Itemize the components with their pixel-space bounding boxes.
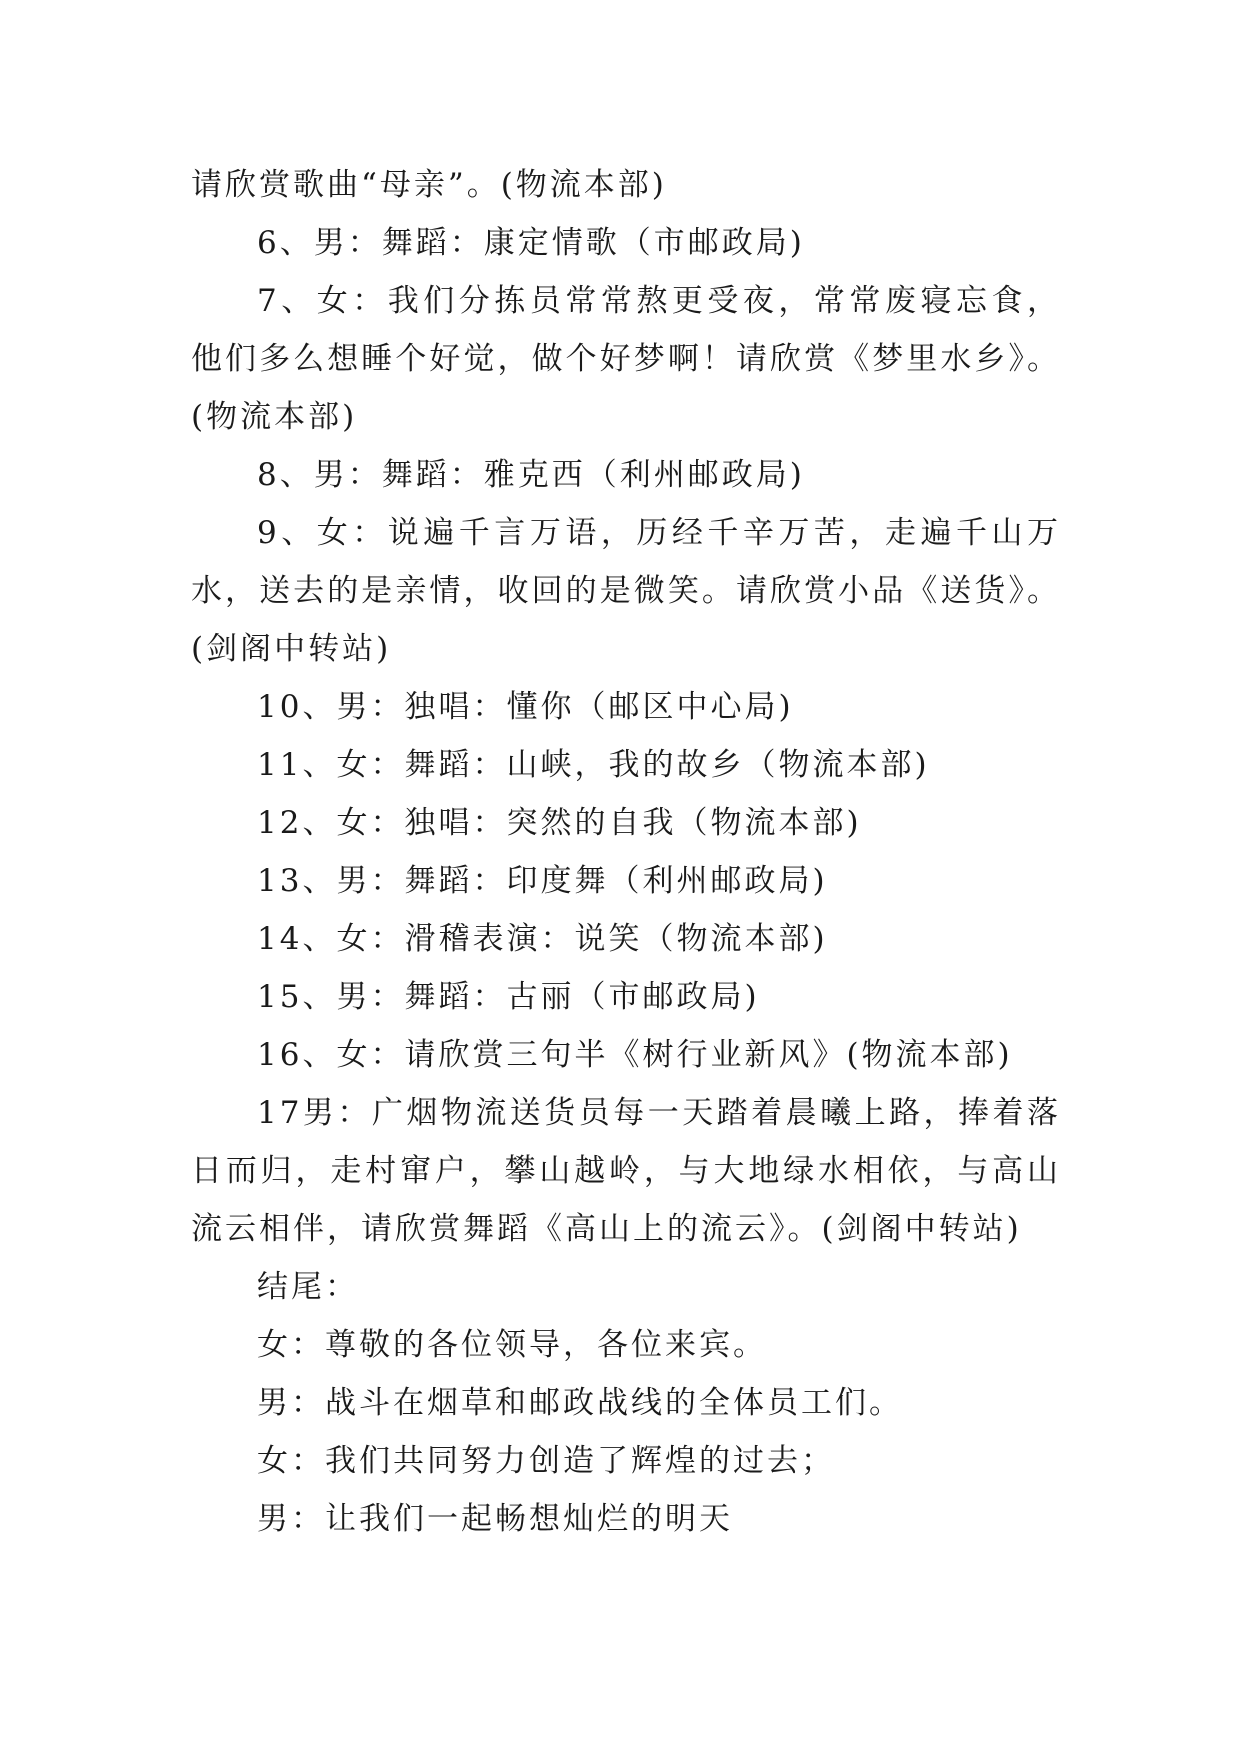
paragraph-continuation: 请欣赏歌曲“母亲”。(物流本部) xyxy=(191,167,667,203)
paragraph-item-14: 14、女：滑稽表演：说笑（物流本部) xyxy=(257,921,828,957)
closing-line-1: 女：尊敬的各位领导，各位来宾。 xyxy=(257,1327,767,1363)
paragraph-item-7: 7、女：我们分拣员常常熬更受夜，常常废寝忘食，他们多么想睡个好觉，做个好梦啊！请欣赏《梦里水乡》。(物流本部) xyxy=(191,283,1061,435)
paragraph-item-13: 13、男：舞蹈：印度舞（利州邮政局) xyxy=(257,863,828,899)
paragraph-item-12: 12、女：独唱：突然的自我（物流本部) xyxy=(257,805,862,841)
paragraph-item-8: 8、男：舞蹈：雅克西（利州邮政局) xyxy=(257,457,805,493)
closing-line-3: 女：我们共同努力创造了辉煌的过去； xyxy=(257,1443,835,1479)
paragraph-item-9: 9、女：说遍千言万语，历经千辛万苦，走遍千山万水，送去的是亲情，收回的是微笑。请欣赏小品《送货》。(剑阁中转站) xyxy=(191,515,1061,667)
closing-line-2: 男：战斗在烟草和邮政战线的全体员工们。 xyxy=(257,1385,903,1421)
paragraph-item-6: 6、男：舞蹈：康定情歌（市邮政局) xyxy=(257,225,805,261)
closing-heading: 结尾： xyxy=(257,1269,359,1305)
paragraph-item-11: 11、女：舞蹈：山峡，我的故乡（物流本部) xyxy=(257,747,930,783)
program-text xyxy=(191,156,1061,1548)
paragraph-item-16: 16、女：请欣赏三句半《树行业新风》(物流本部) xyxy=(257,1037,1013,1073)
closing-line-4: 男：让我们一起畅想灿烂的明天 xyxy=(257,1501,733,1537)
paragraph-item-17: 17男：广烟物流送货员每一天踏着晨曦上路，捧着落日而归，走村窜户，攀山越岭，与大地绿水相依，与高山流云相伴，请欣赏舞蹈《高山上的流云》。(剑阁中转站) xyxy=(191,1095,1061,1247)
paragraph-item-15: 15、男：舞蹈：古丽（市邮政局) xyxy=(257,979,760,1015)
paragraph-item-10: 10、男：独唱：懂你（邮区中心局) xyxy=(257,689,794,725)
